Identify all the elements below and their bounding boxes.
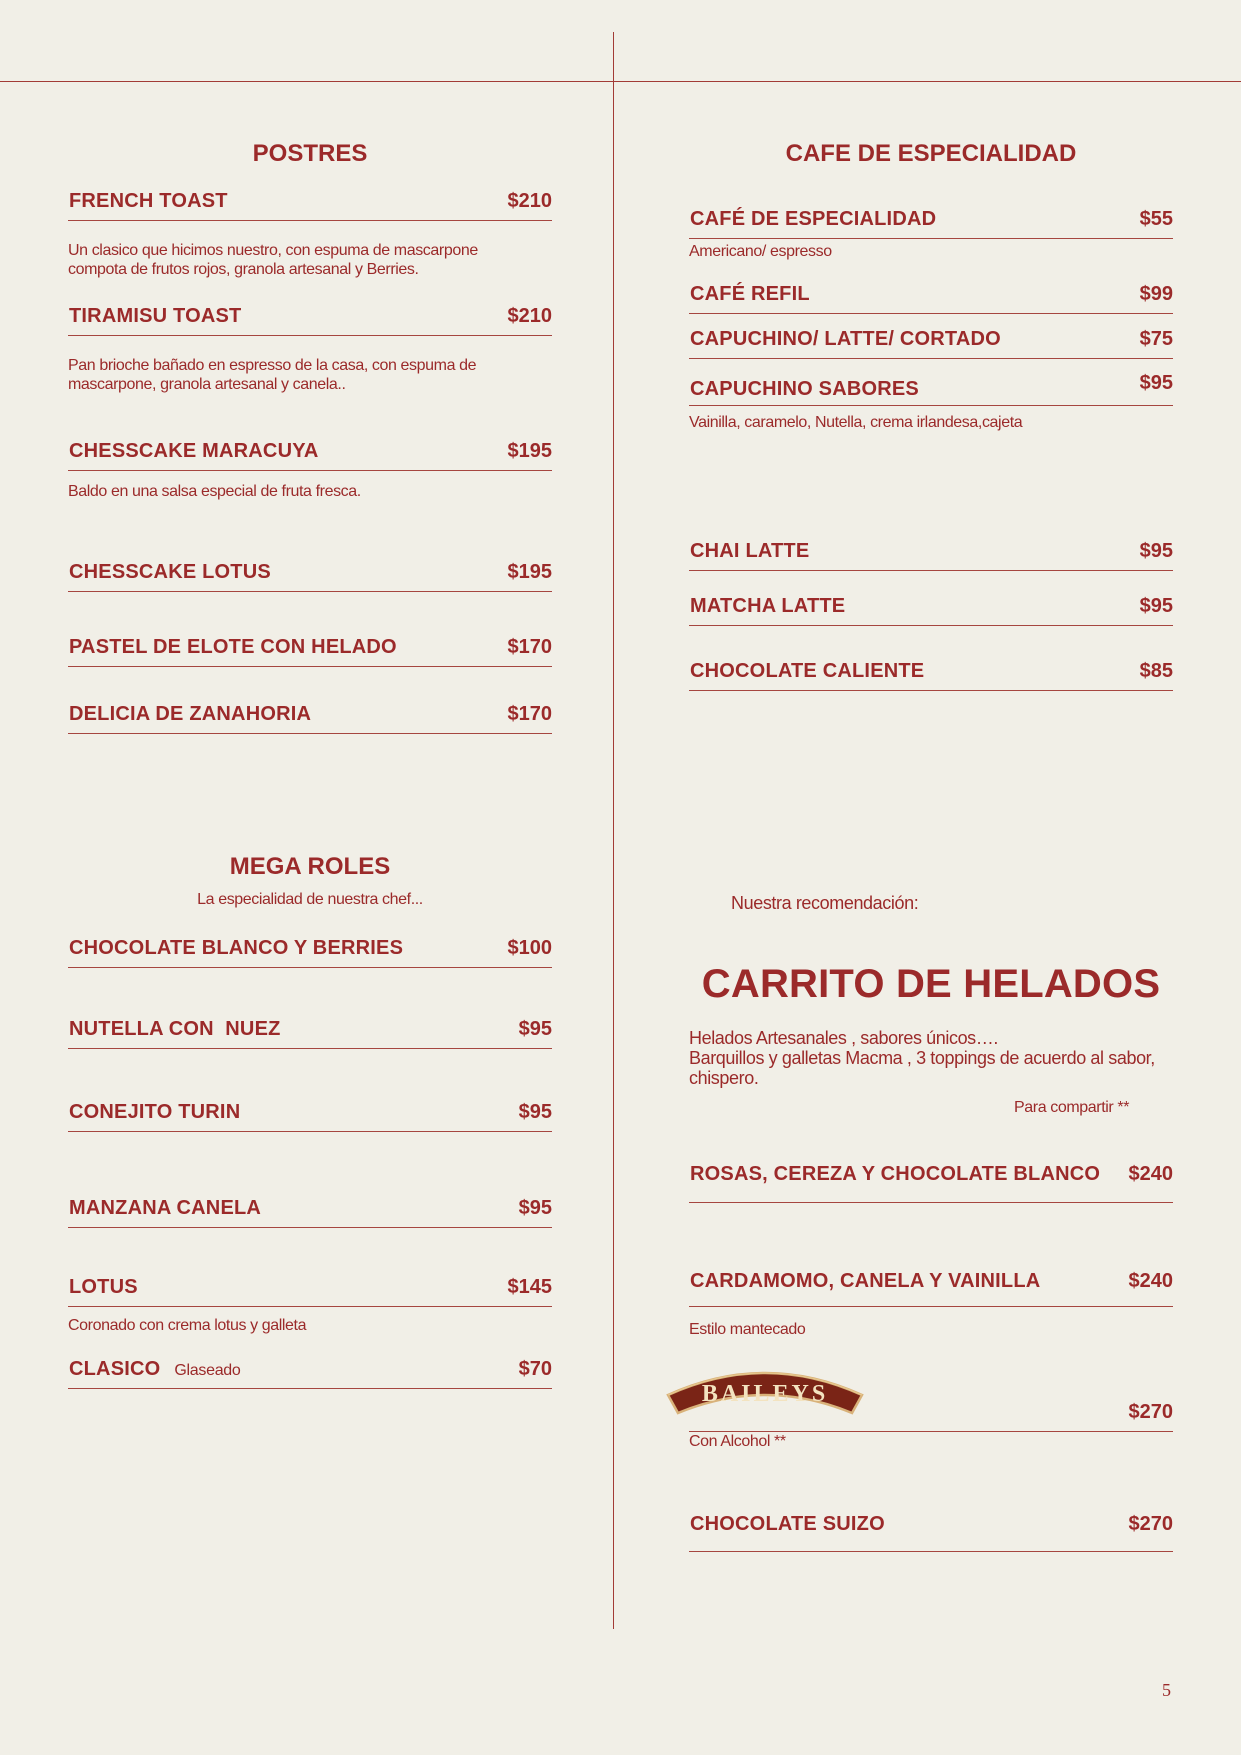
- item-price: $270: [1128, 1513, 1173, 1535]
- item-price: $270: [1128, 1401, 1173, 1423]
- desc-line: Con Alcohol **: [689, 1433, 786, 1450]
- item-description: [68, 356, 552, 394]
- item-name: LOTUS: [69, 1276, 138, 1298]
- menu-item-conejito-turin: [68, 1097, 552, 1132]
- menu-item-cafe-refil: [689, 279, 1173, 314]
- item-name: NUTELLA CON NUEZ: [69, 1018, 281, 1040]
- item-name: CHOCOLATE CALIENTE: [690, 660, 925, 682]
- menu-item-capuchino-latte-cortado: [689, 324, 1173, 359]
- item-name: CARDAMOMO, CANELA Y VAINILLA: [690, 1270, 1041, 1292]
- postres-title: POSTRES: [252, 140, 368, 167]
- item-name: CAFÉ REFIL: [690, 283, 810, 305]
- item-price: $85: [1139, 660, 1173, 682]
- desc-line: Un clasico que hicimos nuestro, con espuma de mascarpone: [68, 242, 478, 259]
- item-price: $95: [518, 1197, 552, 1219]
- desc-line: Baldo en una salsa especial de fruta fresca.: [68, 483, 361, 500]
- recommendation-label: Nuestra recomendación:: [731, 893, 919, 913]
- item-description: [689, 413, 1173, 432]
- desc-line: chispero.: [689, 1068, 759, 1088]
- desc-line: Estilo mantecado: [689, 1321, 806, 1338]
- item-name: CAPUCHINO/ LATTE/ CORTADO: [690, 328, 1001, 350]
- menu-item-manzana-canela: [68, 1193, 552, 1228]
- item-price: $70: [518, 1358, 552, 1380]
- item-description: [689, 242, 1173, 261]
- item-price: $170: [507, 703, 552, 725]
- item-price: $210: [507, 190, 552, 212]
- item-name: CAFÉ DE ESPECIALIDAD: [690, 208, 937, 230]
- column-divider: [613, 32, 614, 1629]
- desc-line: Coronado con crema lotus y galleta: [68, 1317, 307, 1334]
- item-price: $170: [507, 636, 552, 658]
- desc-line: mascarpone, granola artesanal y canela..: [68, 376, 346, 393]
- item-name: CAPUCHINO SABORES: [690, 378, 919, 400]
- item-price: $210: [507, 305, 552, 327]
- item-price: $240: [1128, 1163, 1173, 1185]
- item-description: [68, 1316, 552, 1335]
- top-rule: [0, 81, 1241, 82]
- item-name: PASTEL DE ELOTE CON HELADO: [69, 636, 397, 658]
- baileys-logo-text: BAILEYS: [701, 1381, 829, 1407]
- item-name: CHESSCAKE LOTUS: [69, 561, 271, 583]
- item-name: CHAI LATTE: [690, 540, 810, 562]
- item-price: $240: [1128, 1270, 1173, 1292]
- item-price: $95: [518, 1018, 552, 1040]
- item-note: Glaseado: [174, 1362, 241, 1379]
- item-name: DELICIA DE ZANAHORIA: [69, 703, 312, 725]
- desc-line: Vainilla, caramelo, Nutella, crema irlandesa,cajeta: [689, 414, 1023, 431]
- item-name: CHESSCAKE MARACUYA: [69, 440, 319, 462]
- item-name: CHOCOLATE BLANCO Y BERRIES: [69, 937, 404, 959]
- item-name: MATCHA LATTE: [690, 595, 846, 617]
- menu-item-tiramisu-toast: [68, 301, 552, 336]
- cafe-title: CAFE DE ESPECIALIDAD: [785, 140, 1077, 167]
- menu-item-rosas-cereza-chocolate-blanco: [689, 1163, 1173, 1203]
- helados-description: [689, 1028, 1209, 1088]
- item-name: CONEJITO TURIN: [69, 1101, 241, 1123]
- item-price: $55: [1139, 208, 1173, 230]
- item-description: [68, 482, 552, 501]
- menu-item-clasico: [68, 1354, 552, 1389]
- menu-item-chai-latte: [689, 536, 1173, 571]
- item-price: $195: [507, 440, 552, 462]
- item-name: ROSAS, CEREZA Y CHOCOLATE BLANCO: [690, 1163, 1101, 1185]
- menu-item-matcha-latte: [689, 591, 1173, 626]
- helados-title: CARRITO DE HELADOS: [701, 962, 1161, 1006]
- menu-item-chesscake-maracuya: [68, 436, 552, 471]
- item-price: $95: [1139, 595, 1173, 617]
- menu-item-cafe-de-especialidad: [689, 204, 1173, 239]
- menu-item-nutella-con-nuez: [68, 1014, 552, 1049]
- item-description: [689, 1432, 1173, 1451]
- desc-line: Americano/ espresso: [689, 243, 832, 260]
- item-price: $145: [507, 1276, 552, 1298]
- menu-item-delicia-de-zanahoria: [68, 699, 552, 734]
- desc-line: Helados Artesanales , sabores únicos….: [689, 1028, 998, 1048]
- menu-item-capuchino-sabores: [689, 371, 1173, 406]
- desc-line: Barquillos y galletas Macma , 3 toppings de acuerdo al sabor,: [689, 1048, 1155, 1068]
- item-price: $99: [1139, 283, 1173, 305]
- item-price: $95: [1139, 372, 1173, 394]
- item-price: $95: [518, 1101, 552, 1123]
- menu-item-pastel-de-elote: [68, 632, 552, 667]
- item-price: $100: [507, 937, 552, 959]
- menu-item-chocolate-caliente: [689, 656, 1173, 691]
- share-note: Para compartir **: [1014, 1099, 1130, 1116]
- item-name: FRENCH TOAST: [69, 190, 228, 212]
- menu-item-chesscake-lotus: [68, 557, 552, 592]
- item-description: [689, 1320, 1173, 1339]
- mega-roles-title: MEGA ROLES: [229, 853, 391, 880]
- baileys-logo: [662, 1355, 868, 1427]
- menu-item-cardamomo-canela-vainilla: [689, 1270, 1173, 1307]
- menu-item-lotus: [68, 1272, 552, 1307]
- item-description: [68, 241, 552, 279]
- item-name-text: CLASICO: [69, 1358, 161, 1380]
- item-price: $195: [507, 561, 552, 583]
- menu-item-chocolate-blanco-y-berries: [68, 933, 552, 968]
- page-number: 5: [1162, 1680, 1171, 1700]
- item-price: $95: [1139, 540, 1173, 562]
- item-name: TIRAMISU TOAST: [69, 305, 242, 327]
- menu-item-french-toast: [68, 186, 552, 221]
- desc-line: compota de frutos rojos, granola artesanal y Berries.: [68, 261, 419, 278]
- desc-line: Pan brioche bañado en espresso de la casa, con espuma de: [68, 357, 477, 374]
- item-name: MANZANA CANELA: [69, 1197, 262, 1219]
- menu-item-chocolate-suizo: [689, 1514, 1173, 1552]
- item-price: $75: [1139, 328, 1173, 350]
- mega-roles-subtitle: La especialidad de nuestra chef...: [197, 891, 423, 908]
- item-name: [69, 1358, 241, 1381]
- item-name: CHOCOLATE SUIZO: [690, 1513, 885, 1535]
